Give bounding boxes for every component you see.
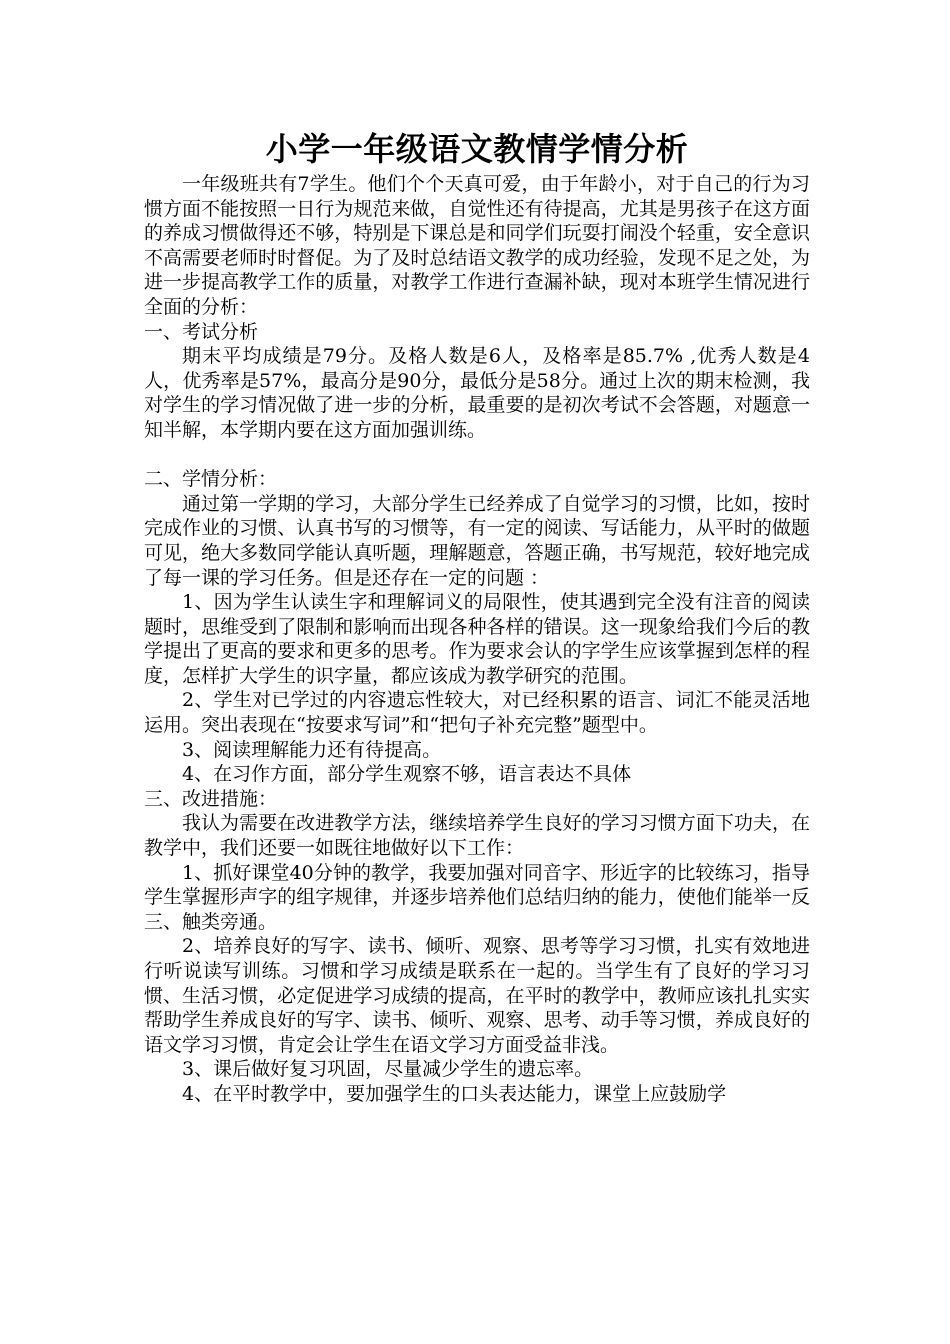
exam-analysis-paragraph: 期末平均成绩是79分。及格人数是6人，及格率是85.7% ,优秀人数是4人，优秀率是57%，最高分是90分，最低分是58分。通过上次的期末检测，我对学生的学习情况做了进一步的分析，最重要的是初次考试不会答题，对题意一知半解，本学期内要在这方面加强训练。 (144, 345, 810, 441)
improvement-item-3: 3、课后做好复习巩固，尽量减少学生的遗忘率。 (182, 1058, 594, 1081)
improvement-item-4: 4、在平时教学中，要加强学生的口头表达能力，课堂上应鼓励学 (182, 1082, 727, 1105)
improvement-item-1: 1、抓好课堂40分钟的教学，我要加强对同音字、形近字的比较练习，指导学生掌握形声字的组字规律，并逐步培养他们总结归纳的能力，使他们能举一反三、触类旁通。 (144, 861, 810, 933)
problem-item-1: 1、因为学生认读生字和理解词义的局限性，使其遇到完全没有注音的阅读题时，思维受到了限制和影响而出现各种各样的错误。这一现象给我们今后的教学提出了更高的要求和更多的思考。作为要求会认的字学生应该掌握到怎样的程度，怎样扩大学生的识字量，都应该成为教学研究的范围。 (144, 591, 810, 687)
problem-item-4: 4、在习作方面，部分学生观察不够，语言表达不具体 (182, 763, 632, 786)
improvement-item-2: 2、培养良好的写字、读书、倾听、观察、思考等学习习惯，扎实有效地进行听说读写训练。习惯和学习成绩是联系在一起的。当学生有了良好的学习习惯、生活习惯，必定促进学习成绩的提高，在平时的教学中，教师应该扎扎实实帮助学生养成良好的写字、读书、倾听、观察、思考、动手等习惯，养成良好的语文学习习惯，肯定会让学生在语文学习方面受益非浅。 (144, 935, 810, 1056)
intro-paragraph: 一年级班共有7学生。他们个个天真可爱，由于年龄小，对于自己的行为习惯方面不能按照一日行为规范来做，自觉性还有待提高，尤其是男孩子在这方面的养成习惯做得还不够，特别是下课总是和同学们玩耍打闹没个轻重，安全意识不高需要老师时时督促。为了及时总结语文教学的成功经验，发现不足之处，为进一步提高教学工作的质量，对教学工作进行查漏补缺，现对本班学生情况进行全面的分析： (144, 173, 810, 318)
document-body (144, 126, 810, 1107)
section-heading-exam-analysis: 一、考试分析 (144, 320, 259, 343)
problem-item-2: 2、学生对已学过的内容遗忘性较大，对已经积累的语言、词汇不能灵活地运用。突出表现在“按要求写词”和“把句子补充完整”题型中。 (144, 689, 810, 737)
blank-line (144, 443, 810, 468)
document-title: 小学一年级语文教情学情分析 (265, 130, 689, 168)
problem-item-3: 3、阅读理解能力还有待提高。 (182, 738, 442, 761)
learning-analysis-paragraph: 通过第一学期的学习，大部分学生已经养成了自觉学习的习惯，比如，按时完成作业的习惯、认真书写的习惯等，有一定的阅读、写话能力，从平时的做题可见，绝大多数同学能认真听题，理解题意，答题正确，书写规范，较好地完成了每一课的学习任务。但是还存在一定的问题 ： (144, 492, 810, 589)
section-heading-improvements: 三、改进措施： (144, 787, 278, 810)
improvements-intro-paragraph: 我认为需要在改进教学方法，继续培养学生良好的学习习惯方面下功夫，在教学中，我们还要一如既往地做好以下工作： (144, 812, 810, 860)
section-heading-learning-analysis: 二、学情分析： (144, 468, 278, 491)
